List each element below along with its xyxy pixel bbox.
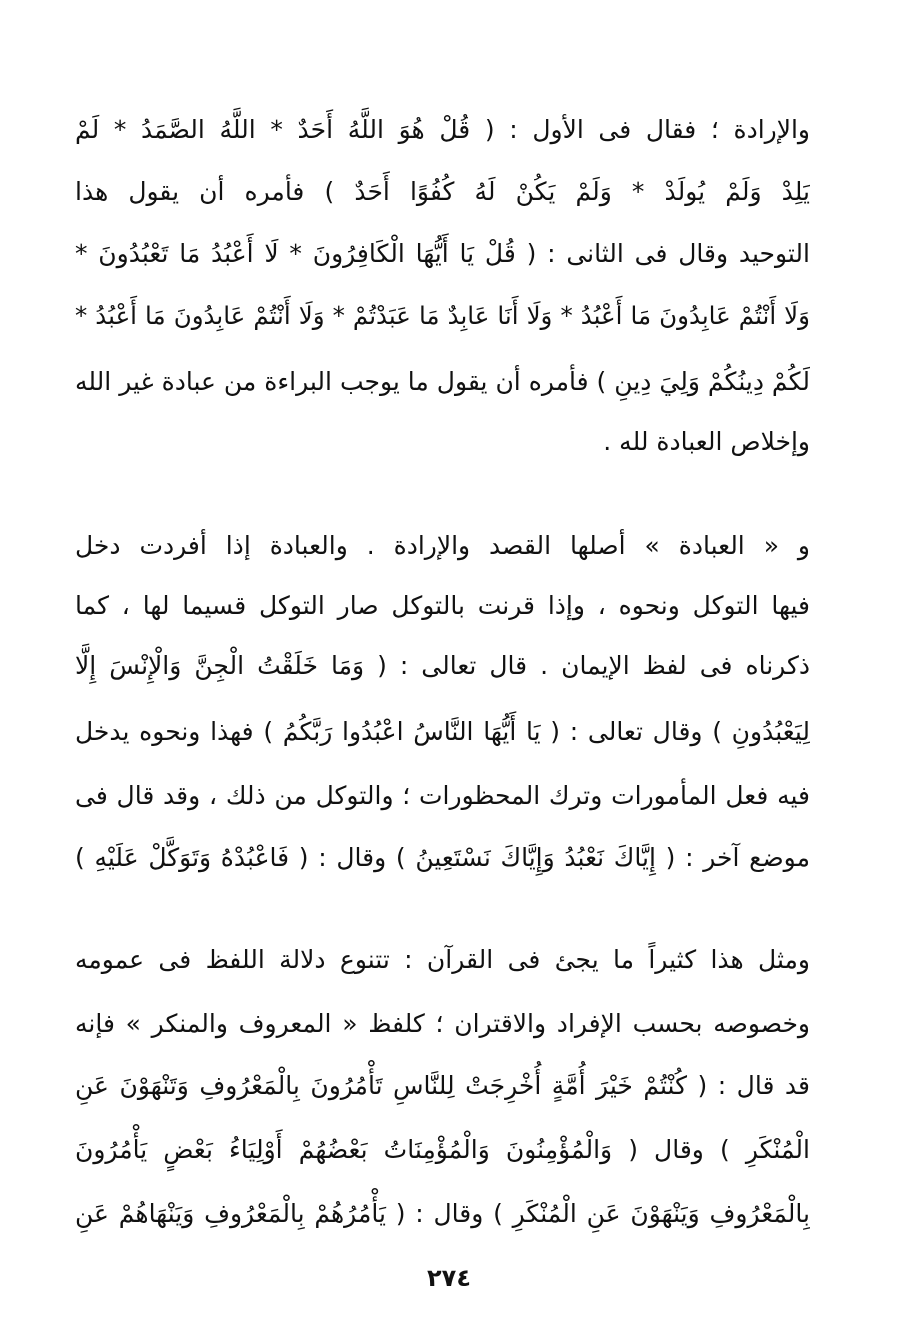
text-line: و « العبادة » أصلها القصد والإرادة . والعبادة إذا أفردت دخل	[75, 531, 810, 560]
text-line: الْمُنْكَرِ ) وقال ( وَالْمُؤْمِنُونَ وَالْمُؤْمِنَاتُ بَعْضُهُمْ أَوْلِيَاءُ بَعْضٍ يَأْمُرُونَ	[75, 1135, 810, 1164]
text-line: وَلَا أَنْتُمْ عَابِدُونَ مَا أَعْبُدُ * وَلَا أَنَا عَابِدٌ مَا عَبَدْتُمْ * وَلَا أَنْتُمْ عَابِدُونَ مَا أَعْبُدُ *	[75, 301, 810, 330]
text-line: فيها التوكل ونحوه ، وإذا قرنت بالتوكل صار التوكل قسيما لها ، كما	[75, 591, 810, 620]
text-line: ومثل هذا كثيراً ما يجئ فى القرآن : تتنوع دلالة اللفظ فى عمومه	[75, 945, 810, 974]
text-line: ذكرناه فى لفظ الإيمان . قال تعالى : ( وَمَا خَلَقْتُ الْجِنَّ وَالْإِنْسَ إِلَّا	[75, 651, 810, 680]
page-number: ٢٧٤	[427, 1264, 471, 1292]
text-line: بِالْمَعْرُوفِ وَيَنْهَوْنَ عَنِ الْمُنْكَرِ ) وقال : ( يَأْمُرُهُمْ بِالْمَعْرُوفِ وَيَنْهَاهُمْ عَنِ	[75, 1199, 810, 1228]
text-line: لِيَعْبُدُونِ ) وقال تعالى : ( يَا أَيُّهَا النَّاسُ اعْبُدُوا رَبَّكُمُ ) فهذا ونحوه يدخل	[75, 717, 810, 746]
text-line: قد قال : ( كُنْتُمْ خَيْرَ أُمَّةٍ أُخْرِجَتْ لِلنَّاسِ تَأْمُرُونَ بِالْمَعْرُوفِ وَتَنْهَوْنَ عَنِ	[75, 1071, 810, 1100]
text-line: وإخلاص العبادة لله .	[603, 427, 810, 456]
text-line: موضع آخر : ( إِيَّاكَ نَعْبُدُ وَإِيَّاكَ نَسْتَعِينُ ) وقال : ( فَاعْبُدْهُ وَتَوَكَّلْ عَلَيْهِ )	[75, 843, 810, 872]
text-line: وخصوصه بحسب الإفراد والاقتران ؛ كلفظ « المعروف والمنكر » فإنه	[75, 1009, 810, 1038]
text-line: لَكُمْ دِينُكُمْ وَلِيَ دِينِ ) فأمره أن يقول ما يوجب البراءة من عبادة غير الله	[75, 367, 810, 396]
text-line: التوحيد وقال فى الثانى : ( قُلْ يَا أَيُّهَا الْكَافِرُونَ * لَا أَعْبُدُ مَا تَعْبُدُونَ *	[75, 239, 810, 268]
text-line: فيه فعل المأمورات وترك المحظورات ؛ والتوكل من ذلك ، وقد قال فى	[75, 781, 810, 810]
text-line: والإرادة ؛ فقال فى الأول : ( قُلْ هُوَ اللَّهُ أَحَدٌ * اللَّهُ الصَّمَدُ * لَمْ	[75, 115, 810, 144]
text-line: يَلِدْ وَلَمْ يُولَدْ * وَلَمْ يَكُنْ لَهُ كُفُوًا أَحَدٌ ) فأمره أن يقول هذا	[75, 177, 810, 206]
